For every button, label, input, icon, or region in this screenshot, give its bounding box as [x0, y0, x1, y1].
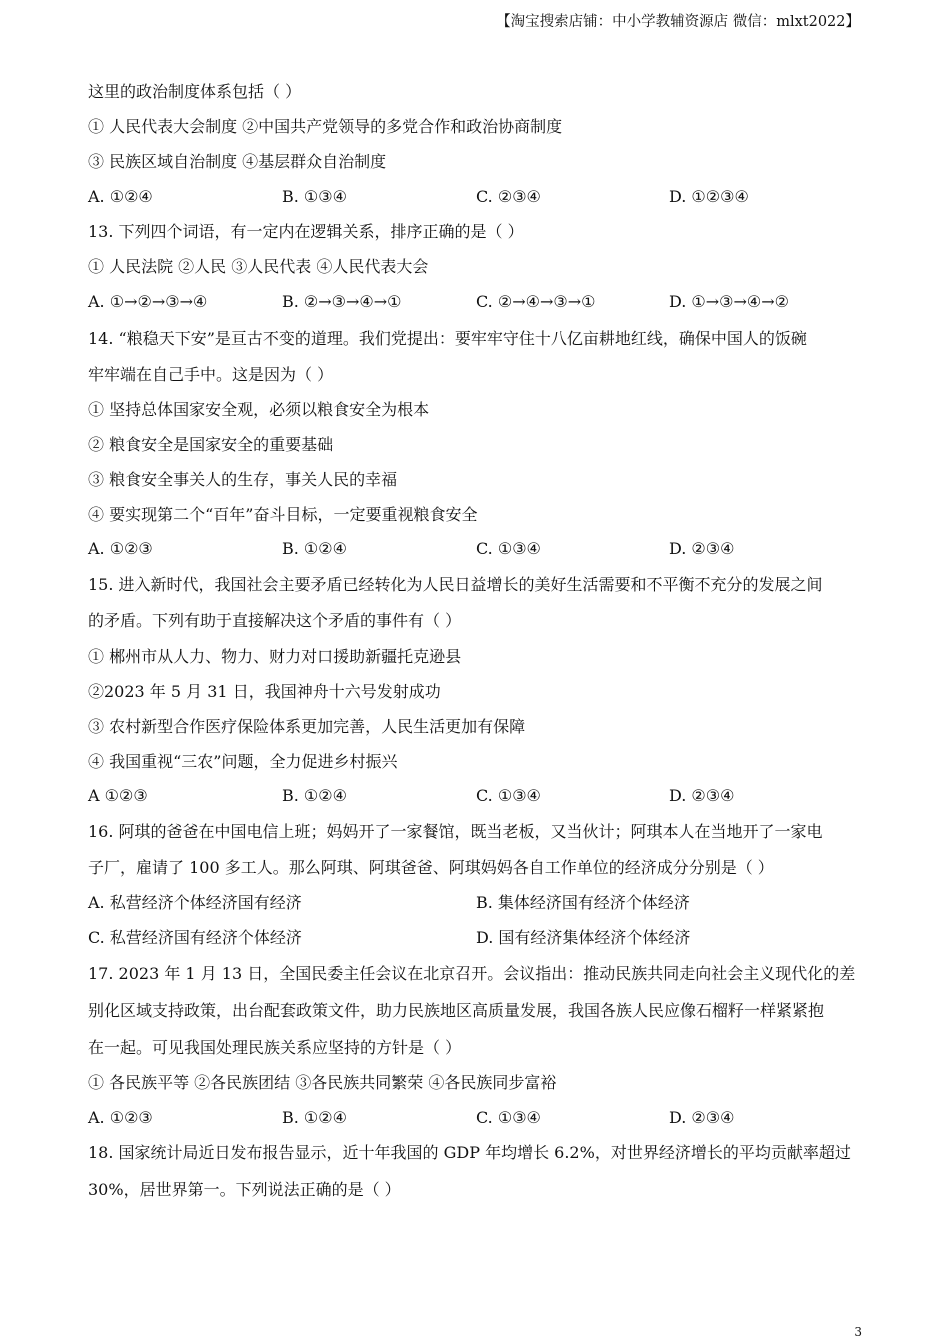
- question-16-option-c: C. 私营经济国有经济个体经济: [88, 928, 302, 947]
- question-15-statement-4: ④ 我国重视“三农”问题，全力促进乡村振兴: [88, 752, 398, 771]
- question-13-stem: 13. 下列四个词语，有一定内在逻辑关系，排序正确的是（ ）: [88, 222, 524, 241]
- question-15-option-b: B. ①②④: [282, 786, 347, 805]
- question-12-statement-1-2: ① 人民代表大会制度 ②中国共产党领导的多党合作和政治协商制度: [88, 117, 563, 136]
- question-17-statements: ① 各民族平等 ②各民族团结 ③各民族共同繁荣 ④各民族同步富裕: [88, 1073, 557, 1092]
- question-14-statement-4: ④ 要实现第二个“百年”奋斗目标，一定要重视粮食安全: [88, 505, 478, 524]
- question-14-statement-1: ① 坚持总体国家安全观，必须以粮食安全为根本: [88, 400, 430, 419]
- question-15-statement-1: ① 郴州市从人力、物力、财力对口援助新疆托克逊县: [88, 647, 462, 666]
- question-14-stem-line-1: 14. “粮稳天下安”是亘古不变的道理。我们党提出：要牢牢守住十八亿亩耕地红线，确保中国人的饭碗: [88, 329, 807, 348]
- question-14-statement-3: ③ 粮食安全事关人的生存，事关人民的幸福: [88, 470, 398, 489]
- question-15-option-a: A ①②③: [88, 786, 148, 805]
- question-17-option-a: A. ①②③: [88, 1108, 153, 1127]
- question-15-option-c: C. ①③④: [476, 786, 541, 805]
- question-16-option-b: B. 集体经济国有经济个体经济: [476, 893, 690, 912]
- question-17-option-b: B. ①②④: [282, 1108, 347, 1127]
- question-13-option-c: C. ②→④→③→①: [476, 292, 596, 311]
- question-14-stem-line-2: 牢牢端在自己手中。这是因为（ ）: [88, 365, 334, 384]
- question-17-option-d: D. ②③④: [669, 1108, 735, 1127]
- question-15-option-d: D. ②③④: [669, 786, 735, 805]
- question-12-option-c: C. ②③④: [476, 187, 541, 206]
- question-14-option-a: A. ①②③: [88, 539, 153, 558]
- question-15-stem-line-2: 的矛盾。下列有助于直接解决这个矛盾的事件有（ ）: [88, 611, 462, 630]
- page-header: 【淘宝搜索店铺：中小学教辅资源店 微信：mlxt2022】: [496, 14, 860, 30]
- question-12-statement-3-4: ③ 民族区域自治制度 ④基层群众自治制度: [88, 152, 387, 171]
- question-15-statement-2: ②2023 年 5 月 31 日，我国神舟十六号发射成功: [88, 682, 441, 701]
- question-16-option-d: D. 国有经济集体经济个体经济: [476, 928, 691, 947]
- question-15-stem-line-1: 15. 进入新时代，我国社会主要矛盾已经转化为人民日益增长的美好生活需要和不平衡不充分的发展之间: [88, 575, 823, 594]
- question-17-stem-line-3: 在一起。可见我国处理民族关系应坚持的方针是（ ）: [88, 1038, 462, 1057]
- question-17-stem-line-1: 17. 2023 年 1 月 13 日，全国民委主任会议在北京召开。会议指出：推动民族共同走向社会主义现代化的差: [88, 964, 856, 983]
- question-14-option-c: C. ①③④: [476, 539, 541, 558]
- question-13-statements: ① 人民法院 ②人民 ③人民代表 ④人民代表大会: [88, 257, 429, 276]
- question-16-option-a: A. 私营经济个体经济国有经济: [88, 893, 302, 912]
- question-16-stem-line-2: 子厂，雇请了 100 多工人。那么阿琪、阿琪爸爸、阿琪妈妈各自工作单位的经济成分分别是（ ）: [88, 858, 774, 877]
- question-14-option-d: D. ②③④: [669, 539, 735, 558]
- question-13-option-a: A. ①→②→③→④: [88, 292, 208, 311]
- page-number: 3: [854, 1325, 862, 1339]
- question-12-option-b: B. ①③④: [282, 187, 347, 206]
- question-14-option-b: B. ①②④: [282, 539, 347, 558]
- question-12-option-d: D. ①②③④: [669, 187, 749, 206]
- question-13-option-d: D. ①→③→④→②: [669, 292, 790, 311]
- question-16-stem-line-1: 16. 阿琪的爸爸在中国电信上班；妈妈开了一家餐馆，既当老板，又当伙计；阿琪本人在当地开了一家电: [88, 822, 823, 841]
- question-18-stem-line-2: 30%，居世界第一。下列说法正确的是（ ）: [88, 1180, 401, 1199]
- question-17-option-c: C. ①③④: [476, 1108, 541, 1127]
- question-13-option-b: B. ②→③→④→①: [282, 292, 402, 311]
- question-18-stem-line-1: 18. 国家统计局近日发布报告显示，近十年我国的 GDP 年均增长 6.2%，对世界经济增长的平均贡献率超过: [88, 1143, 851, 1162]
- question-15-statement-3: ③ 农村新型合作医疗保险体系更加完善，人民生活更加有保障: [88, 717, 526, 736]
- question-12-option-a: A. ①②④: [88, 187, 153, 206]
- question-12-stem: 这里的政治制度体系包括（ ）: [88, 82, 302, 101]
- question-14-statement-2: ② 粮食安全是国家安全的重要基础: [88, 435, 334, 454]
- question-17-stem-line-2: 别化区域支持政策，出台配套政策文件，助力民族地区高质量发展，我国各族人民应像石榴籽一样紧紧抱: [88, 1001, 825, 1020]
